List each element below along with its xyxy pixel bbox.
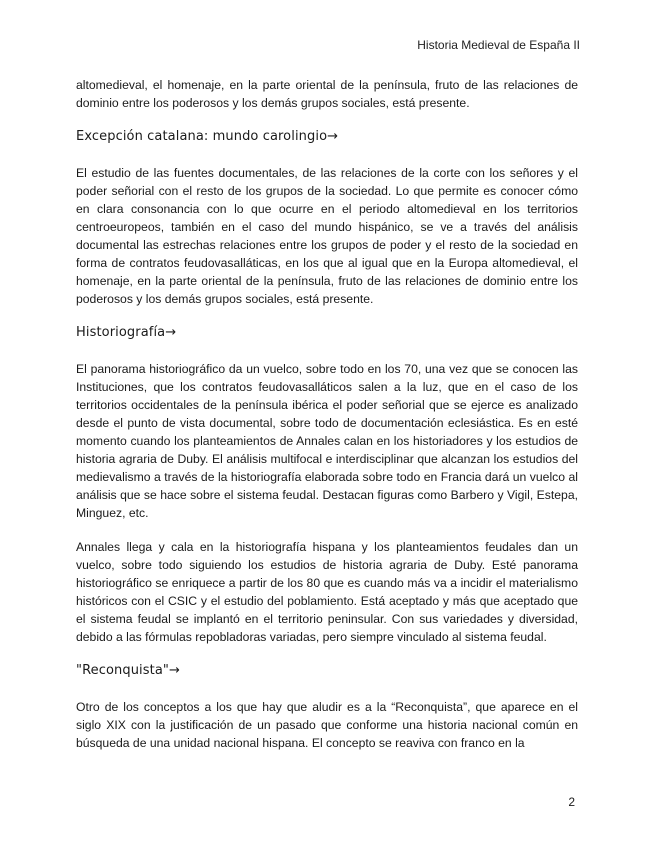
page-body xyxy=(76,76,578,752)
paragraph-historiografia-2: Annales llega y cala en la historiografía hispana y los planteamientos feudales dan un vuelco, sobre todo siguiendo los estudios de historia agraria de Duby. Esté panorama historiográfico se enriquece a partir de los 80 que es cuando más va a incidir el materialismo históricos con el CSIC y el estudio del poblamiento. Está aceptado y más que aceptado que el sistema feudal se implantó en el territorio peninsular. Con sus variedades y diversidad, debido a las fórmulas repobladoras variadas, pero siempre vinculado al sistema feudal. xyxy=(76,540,578,644)
section-heading-excepcion-catalana: Excepción catalana: mundo carolingio→ xyxy=(76,129,339,144)
paragraph-reconquista: Otro de los conceptos a los que hay que aludir es a la “Reconquista”, que aparece en el siglo XIX con la justificación de un pasado que conforme una historia nacional común en búsqueda de una unidad nacional hispana. El concepto se reaviva con franco en la xyxy=(76,700,578,750)
paragraph-excepcion-catalana: El estudio de las fuentes documentales, de las relaciones de la corte con los señores y el poder señorial con el resto de los grupos de la sociedad. Lo que permite es conocer cómo en clara consonancia con lo que ocurre en el periodo altomedieval en los territorios centroeuropeos, también en el caso del mundo hispánico, se ve a través del análisis documental las estrechas relaciones entre los grupos de poder y el resto de la sociedad en forma de contratos feudovasalláticas, en los que al igual que en la Europa altomedieval, el homenaje, en la parte oriental de la península, fruto de las relaciones de dominio entre los poderosos y los demás grupos sociales, está presente. xyxy=(76,166,578,306)
section-heading-historiografia: Historiografía→ xyxy=(76,325,177,340)
running-header: Historia Medieval de España II xyxy=(417,38,580,52)
page-number: 2 xyxy=(568,795,575,809)
intro-paragraph: altomedieval, el homenaje, en la parte oriental de la península, fruto de las relaciones de dominio entre los poderosos y los demás grupos sociales, está presente. xyxy=(76,78,578,110)
paragraph-historiografia-1: El panorama historiográfico da un vuelco, sobre todo en los 70, una vez que se conocen las Instituciones, que los contratos feudovasalláticos salen a la luz, que en el caso de los territorios occidentales de la península ibérica el poder señorial que se ejerce es analizado desde el punto de vista documental, sobre todo de documentación eclesiástica. Es en esté momento cuando los planteamientos de Annales calan en los historiadores y los estudios de historia agraria de Duby. El análisis multifocal e interdisciplinar que alcanzan los estudios del medievalismo a través de la historiografía elaborada sobre todo en Francia dará un vuelco al análisis que se hace sobre el sistema feudal. Destacan figuras como Barbero y Vigil, Estepa, Minguez, etc. xyxy=(76,362,578,520)
section-heading-reconquista: "Reconquista"→ xyxy=(76,663,180,678)
